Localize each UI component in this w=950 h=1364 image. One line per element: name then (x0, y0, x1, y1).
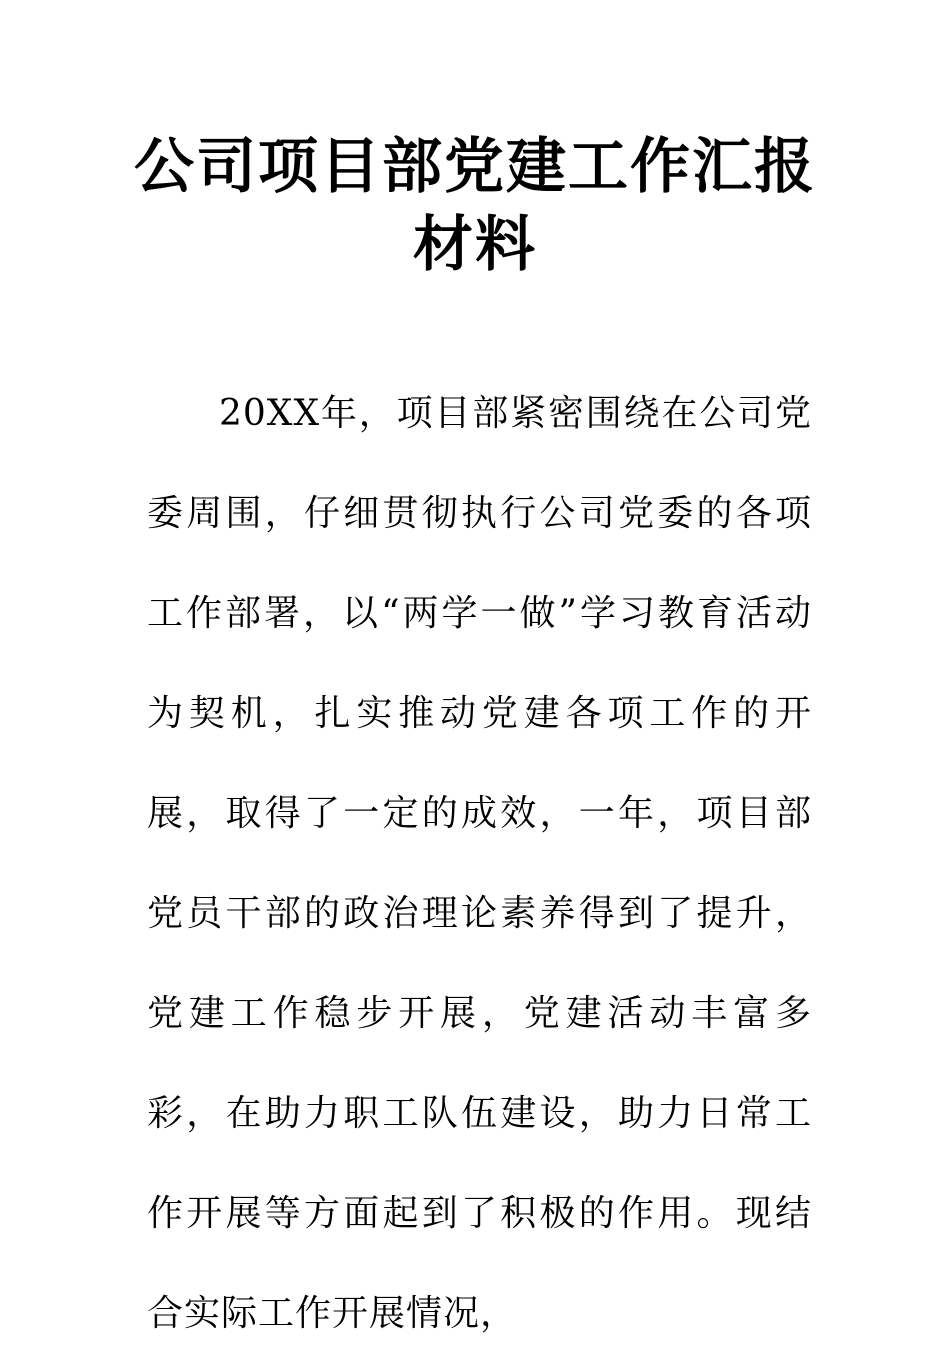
document-title: 公司项目部党建工作汇报材料 (134, 132, 816, 280)
body-paragraph: 20XX年，项目部紧密围绕在公司党委周围，仔细贯彻执行公司党委的各项工作部署，以“两学一做”学习教育活动为契机，扎实推动党建各项工作的开展，取得了一定的成效，一年，项目部党员干部的政治理论素养得到了提升，党建工作稳步开展，党建活动丰富多彩，在助力职工队伍建设，助力日常工作开展等方面起到了积极的作用。现结合实际工作开展情况， (147, 393, 812, 1334)
